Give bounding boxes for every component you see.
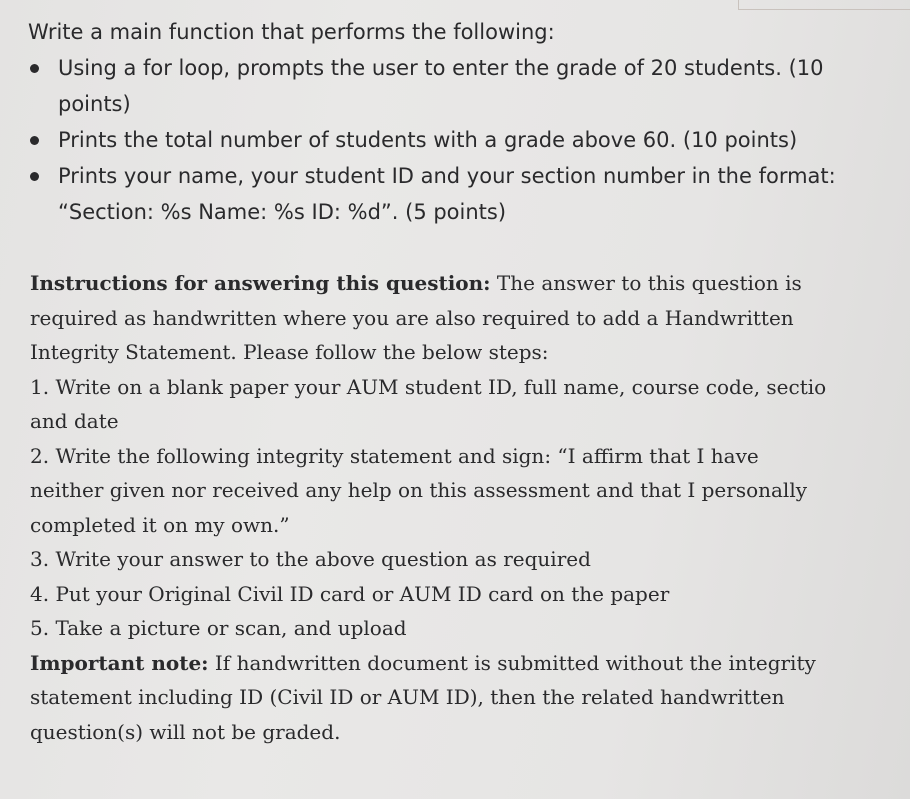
bullet-text: Prints the total number of students with a grade above 60. (10 points) <box>58 128 798 152</box>
step-1-cont: and date <box>30 409 119 433</box>
question-title: Write a main function that performs the following: <box>28 20 555 44</box>
step-1: 1. Write on a blank paper your AUM student ID, full name, course code, sectio <box>30 374 827 399</box>
bullet-item <box>28 122 898 158</box>
bullet-item <box>28 50 898 122</box>
bullet-dot-icon <box>30 136 39 145</box>
answer-box-edge <box>738 0 910 10</box>
bullet-dot-icon <box>30 172 39 181</box>
bullet-text: Prints your name, your student ID and your section number in the format: <box>58 164 836 188</box>
step-2-cont: completed it on my own.” <box>30 512 290 537</box>
important-note <box>30 646 910 681</box>
step-2: 2. Write the following integrity statement and sign: “I affirm that I have <box>30 443 759 468</box>
question-bullets <box>28 50 898 230</box>
step-3: 3. Write your answer to the above question as required <box>30 547 591 571</box>
instructions-block <box>30 266 910 749</box>
question-block <box>28 14 898 230</box>
step-5: 5. Take a picture or scan, and upload <box>30 616 407 640</box>
bullet-text-cont: “Section: %s Name: %s ID: %d”. (5 points) <box>58 200 507 224</box>
instructions-heading: Instructions for answering this question: <box>30 271 491 295</box>
step-2-cont: neither given nor received any help on this assessment and that I personally <box>30 478 808 502</box>
instructions-line: required as handwritten where you are also required to add a Handwritten <box>30 305 794 330</box>
instructions-intro: The answer to this question is <box>490 271 802 295</box>
important-note-cont: question(s) will not be graded. <box>30 719 341 744</box>
bullet-dot-icon <box>30 64 39 73</box>
note-heading: Important note: <box>30 650 209 675</box>
step-4: 4. Put your Original Civil ID card or AUM ID card on the paper <box>30 581 670 606</box>
bullet-text: Using a for loop, prompts the user to enter the grade of 20 students. (10 <box>58 56 824 80</box>
important-note-cont: statement including ID (Civil ID or AUM ID), then the related handwritten <box>30 685 785 709</box>
bullet-item <box>28 158 898 230</box>
instructions-line: Integrity Statement. Please follow the below steps: <box>30 340 549 364</box>
bullet-text-cont: points) <box>58 92 131 116</box>
instructions-line <box>30 266 910 301</box>
note-text: If handwritten document is submitted without the integrity <box>208 650 816 675</box>
